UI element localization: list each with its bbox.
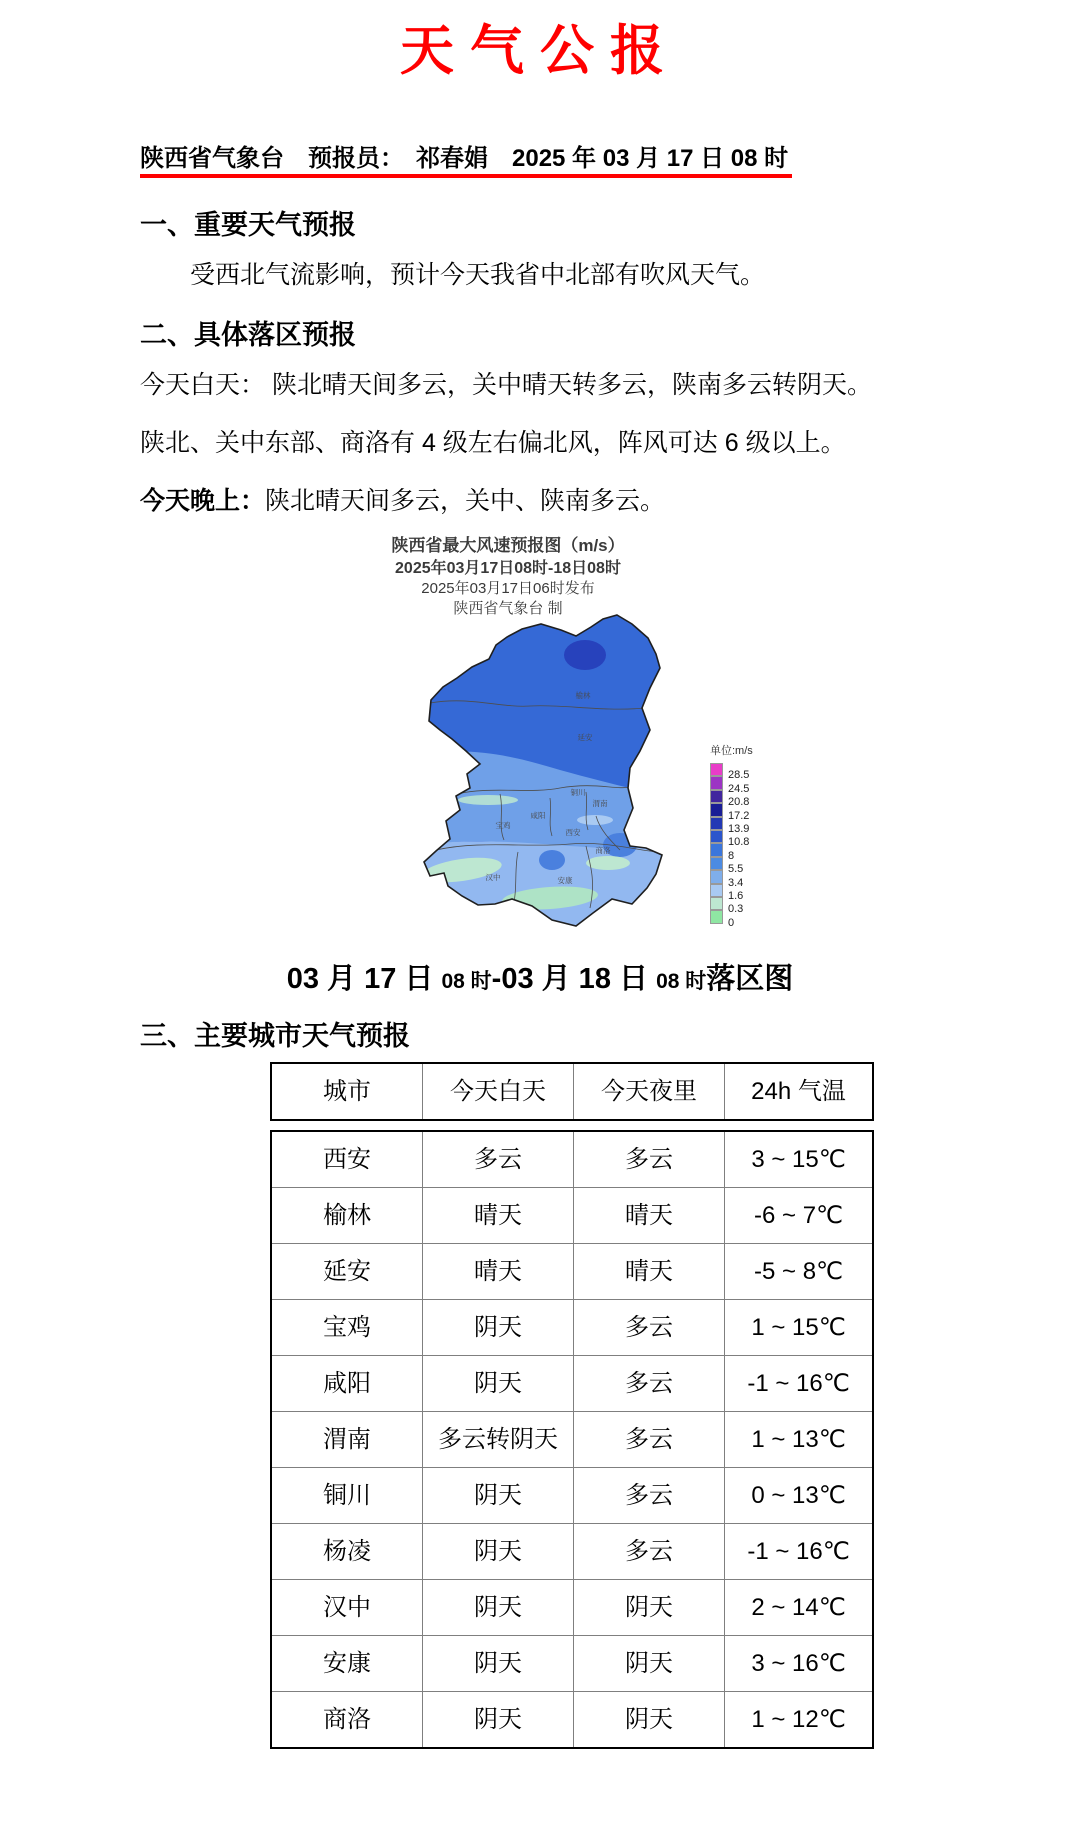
table-row	[271, 1188, 873, 1244]
cell-temp: 2 ~ 14℃	[725, 1580, 874, 1636]
table-row	[271, 1300, 873, 1356]
legend-tick: 24.5	[728, 782, 750, 795]
legend-tick: 28.5	[728, 769, 750, 782]
map-producer: 陕西省气象台 制	[453, 600, 563, 617]
cell-day: 阴天	[423, 1692, 574, 1749]
table-row	[271, 1412, 873, 1468]
cell-day: 晴天	[423, 1188, 574, 1244]
section3-heading: 三、主要城市天气预报	[140, 1021, 410, 1051]
col-header-night: 今天夜里	[574, 1063, 725, 1120]
legend-tick: 13.9	[728, 822, 750, 835]
legend-title: 单位:m/s	[710, 745, 753, 757]
map-city-label: 咸阳	[530, 811, 546, 820]
table-row	[271, 1244, 873, 1300]
cell-night: 多云	[574, 1131, 725, 1188]
map-patch	[577, 815, 613, 825]
cell-night: 阴天	[574, 1580, 725, 1636]
legend-color-swatch	[710, 843, 723, 856]
city-forecast-table-header	[270, 1062, 874, 1121]
cell-day: 多云转阴天	[423, 1412, 574, 1468]
map-city-label: 汉中	[485, 873, 501, 882]
cell-day: 阴天	[423, 1468, 574, 1524]
caption-part: -03 月 18 日	[491, 963, 657, 995]
cell-day: 阴天	[423, 1524, 574, 1580]
table-row	[271, 1524, 873, 1580]
table-row	[271, 1692, 873, 1749]
legend-tick: 17.2	[728, 809, 750, 822]
wind-speed-legend	[710, 742, 780, 929]
legend-color-swatch	[710, 910, 723, 923]
cell-temp: -5 ~ 8℃	[725, 1244, 874, 1300]
daytime-label: 今天白天：	[140, 371, 266, 399]
section1-paragraph: 受西北气流影响，预计今天我省中北部有吹风天气。	[190, 261, 766, 289]
night-text: 陕北晴天间多云，关中、陕南多云。	[265, 487, 666, 515]
map-city-label: 商洛	[595, 846, 611, 855]
cell-temp: 1 ~ 15℃	[725, 1300, 874, 1356]
cell-city: 安康	[271, 1636, 423, 1692]
cell-temp: 1 ~ 13℃	[725, 1412, 874, 1468]
table-row	[271, 1580, 873, 1636]
cell-night: 多云	[574, 1356, 725, 1412]
legend-row	[710, 910, 780, 929]
cell-city: 铜川	[271, 1468, 423, 1524]
legend-color-swatch	[710, 884, 723, 897]
table-row	[271, 1468, 873, 1524]
col-header-city: 城市	[271, 1063, 423, 1120]
cell-day: 多云	[423, 1131, 574, 1188]
legend-row	[710, 763, 780, 782]
cell-temp: 3 ~ 16℃	[725, 1636, 874, 1692]
legend-tick: 1.6	[728, 889, 744, 902]
map-green-valley	[586, 856, 630, 870]
legend-tick: 3.4	[728, 876, 744, 889]
night-label: 今天晚上：	[140, 487, 266, 515]
legend-color-swatch	[710, 817, 723, 830]
cell-night: 晴天	[574, 1244, 725, 1300]
cell-city: 商洛	[271, 1692, 423, 1749]
cell-temp: -1 ~ 16℃	[725, 1524, 874, 1580]
legend-row	[710, 857, 780, 876]
legend-row	[710, 870, 780, 889]
legend-color-swatch	[710, 803, 723, 816]
cell-temp: 0 ~ 13℃	[725, 1468, 874, 1524]
legend-tick: 20.8	[728, 796, 750, 809]
caption-part: 03 月 17 日	[286, 963, 442, 995]
legend-color-swatch	[710, 790, 723, 803]
table-header-row	[271, 1063, 873, 1120]
page-title: 天气公报	[400, 21, 680, 81]
legend-color-swatch	[710, 857, 723, 870]
daytime-forecast	[140, 365, 872, 401]
legend-tick: 0.3	[728, 903, 744, 916]
map-high-wind-patch	[564, 640, 606, 670]
cell-city: 杨凌	[271, 1524, 423, 1580]
legend-tick: 10.8	[728, 836, 750, 849]
caption-part: 08 时	[656, 970, 707, 993]
map-title: 陕西省最大风速预报图（m/s）	[391, 536, 625, 555]
cell-city: 汉中	[271, 1580, 423, 1636]
map-issued-time: 2025年03月17日06时发布	[421, 580, 595, 597]
col-header-temp: 24h 气温	[725, 1063, 874, 1120]
legend-row	[710, 897, 780, 916]
legend-color-swatch	[710, 830, 723, 843]
legend-tick: 5.5	[728, 863, 744, 876]
cell-night: 阴天	[574, 1636, 725, 1692]
cell-day: 阴天	[423, 1636, 574, 1692]
night-forecast	[140, 481, 665, 517]
map-green-valley	[458, 795, 518, 805]
cell-night: 多云	[574, 1412, 725, 1468]
cell-temp: -6 ~ 7℃	[725, 1188, 874, 1244]
cell-city: 咸阳	[271, 1356, 423, 1412]
section1-heading: 一、重要天气预报	[140, 210, 356, 240]
legend-color-swatch	[710, 776, 723, 789]
legend-row	[710, 884, 780, 902]
cell-night: 多云	[574, 1524, 725, 1580]
cell-day: 阴天	[423, 1580, 574, 1636]
cell-night: 多云	[574, 1300, 725, 1356]
cell-city: 榆林	[271, 1188, 423, 1244]
wind-forecast: 陕北、关中东部、商洛有 4 级左右偏北风，阵风可达 6 级以上。	[140, 429, 846, 457]
table-row	[271, 1356, 873, 1412]
map-valid-period: 2025年03月17日08时-18日08时	[395, 560, 621, 577]
daytime-text: 陕北晴天间多云，关中晴天转多云，陕南多云转阴天。	[265, 371, 872, 399]
cell-night: 阴天	[574, 1692, 725, 1749]
cell-night: 多云	[574, 1468, 725, 1524]
legend-tick: 0	[728, 916, 735, 929]
map-patch	[539, 850, 565, 870]
map-city-label: 西安	[565, 828, 581, 837]
map-city-label: 延安	[577, 733, 593, 742]
caption-part: 落区图	[706, 963, 794, 995]
cell-day: 阴天	[423, 1356, 574, 1412]
col-header-day: 今天白天	[423, 1063, 574, 1120]
map-city-label: 宝鸡	[495, 821, 511, 830]
table-row	[271, 1636, 873, 1692]
cell-temp: 1 ~ 12℃	[725, 1692, 874, 1749]
cell-city: 延安	[271, 1244, 423, 1300]
legend-color-swatch	[710, 763, 723, 776]
legend-color-swatch	[710, 870, 723, 883]
map-title-block	[318, 534, 698, 619]
cell-city: 宝鸡	[271, 1300, 423, 1356]
table-row	[271, 1131, 873, 1188]
caption-part: 08 时	[441, 970, 492, 993]
red-underline	[140, 174, 792, 178]
cell-temp: -1 ~ 16℃	[725, 1356, 874, 1412]
map-city-label: 渭南	[592, 799, 608, 808]
legend-tick: 8	[728, 849, 735, 862]
cell-day: 阴天	[423, 1300, 574, 1356]
city-forecast-table	[270, 1130, 874, 1749]
legend-color-swatch	[710, 897, 723, 910]
shaanxi-wind-map	[400, 608, 740, 938]
map-city-label: 铜川	[570, 788, 586, 797]
cell-city: 渭南	[271, 1412, 423, 1468]
cell-city: 西安	[271, 1131, 423, 1188]
map-caption	[0, 956, 1080, 997]
issuer-meta-line: 陕西省气象台 预报员： 祁春娟 2025 年 03 月 17 日 08 时	[140, 145, 789, 172]
section2-heading: 二、具体落区预报	[140, 320, 356, 350]
map-city-label: 榆林	[575, 691, 591, 700]
map-city-label: 安康	[557, 876, 573, 885]
cell-day: 晴天	[423, 1244, 574, 1300]
cell-temp: 3 ~ 15℃	[725, 1131, 874, 1188]
cell-night: 晴天	[574, 1188, 725, 1244]
